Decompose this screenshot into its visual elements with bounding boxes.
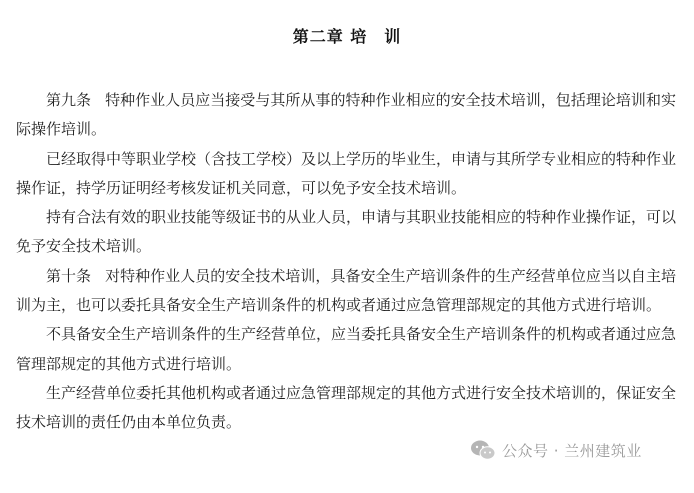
watermark-text: 公众号 · 兰州建筑业 — [502, 441, 642, 460]
paragraph-article-10 — [16, 262, 676, 321]
paragraph — [16, 320, 676, 379]
paragraph-text: 持有合法有效的职业技能等级证书的从业人员，申请与其职业技能相应的特种作业操作证，可以免予安全技术培训。 — [16, 208, 677, 256]
paragraph-text: 特种作业人员应当接受与其所从事的特种作业相应的安全技术培训，包括理论培训和实际操作培训。 — [16, 91, 676, 139]
document-body — [16, 86, 676, 438]
wechat-icon — [470, 439, 496, 461]
article-number: 第九条 — [46, 91, 92, 109]
paragraph-article-9 — [16, 86, 676, 145]
watermark — [470, 437, 642, 463]
article-number: 第十条 — [46, 266, 92, 285]
paragraph-text: 生产经营单位委托其他机构或者通过应急管理部规定的其他方式进行安全技术培训的，保证安全技术培训的责任仍由本单位负责。 — [16, 383, 677, 432]
paragraph-text: 已经取得中等职业学校（含技工学校）及以上学历的毕业生，申请与其所学专业相应的特种作业操作证，持学历证明经考核发证机关同意，可以免予安全技术培训。 — [16, 149, 677, 197]
paragraph-text: 不具备安全生产培训条件的生产经营单位，应当委托具备安全生产培训条件的机构或者通过应急管理部规定的其他方式进行培训。 — [16, 325, 677, 373]
chapter-title: 第二章 培 训 — [292, 27, 402, 46]
paragraph — [16, 379, 676, 438]
paragraph — [16, 203, 676, 262]
paragraph-text: 对特种作业人员的安全技术培训，具备安全生产培训条件的生产经营单位应当以自主培训为主，也可以委托具备安全生产培训条件的机构或者通过应急管理部规定的其他方式进行培训。 — [16, 266, 676, 315]
paragraph — [16, 145, 676, 204]
